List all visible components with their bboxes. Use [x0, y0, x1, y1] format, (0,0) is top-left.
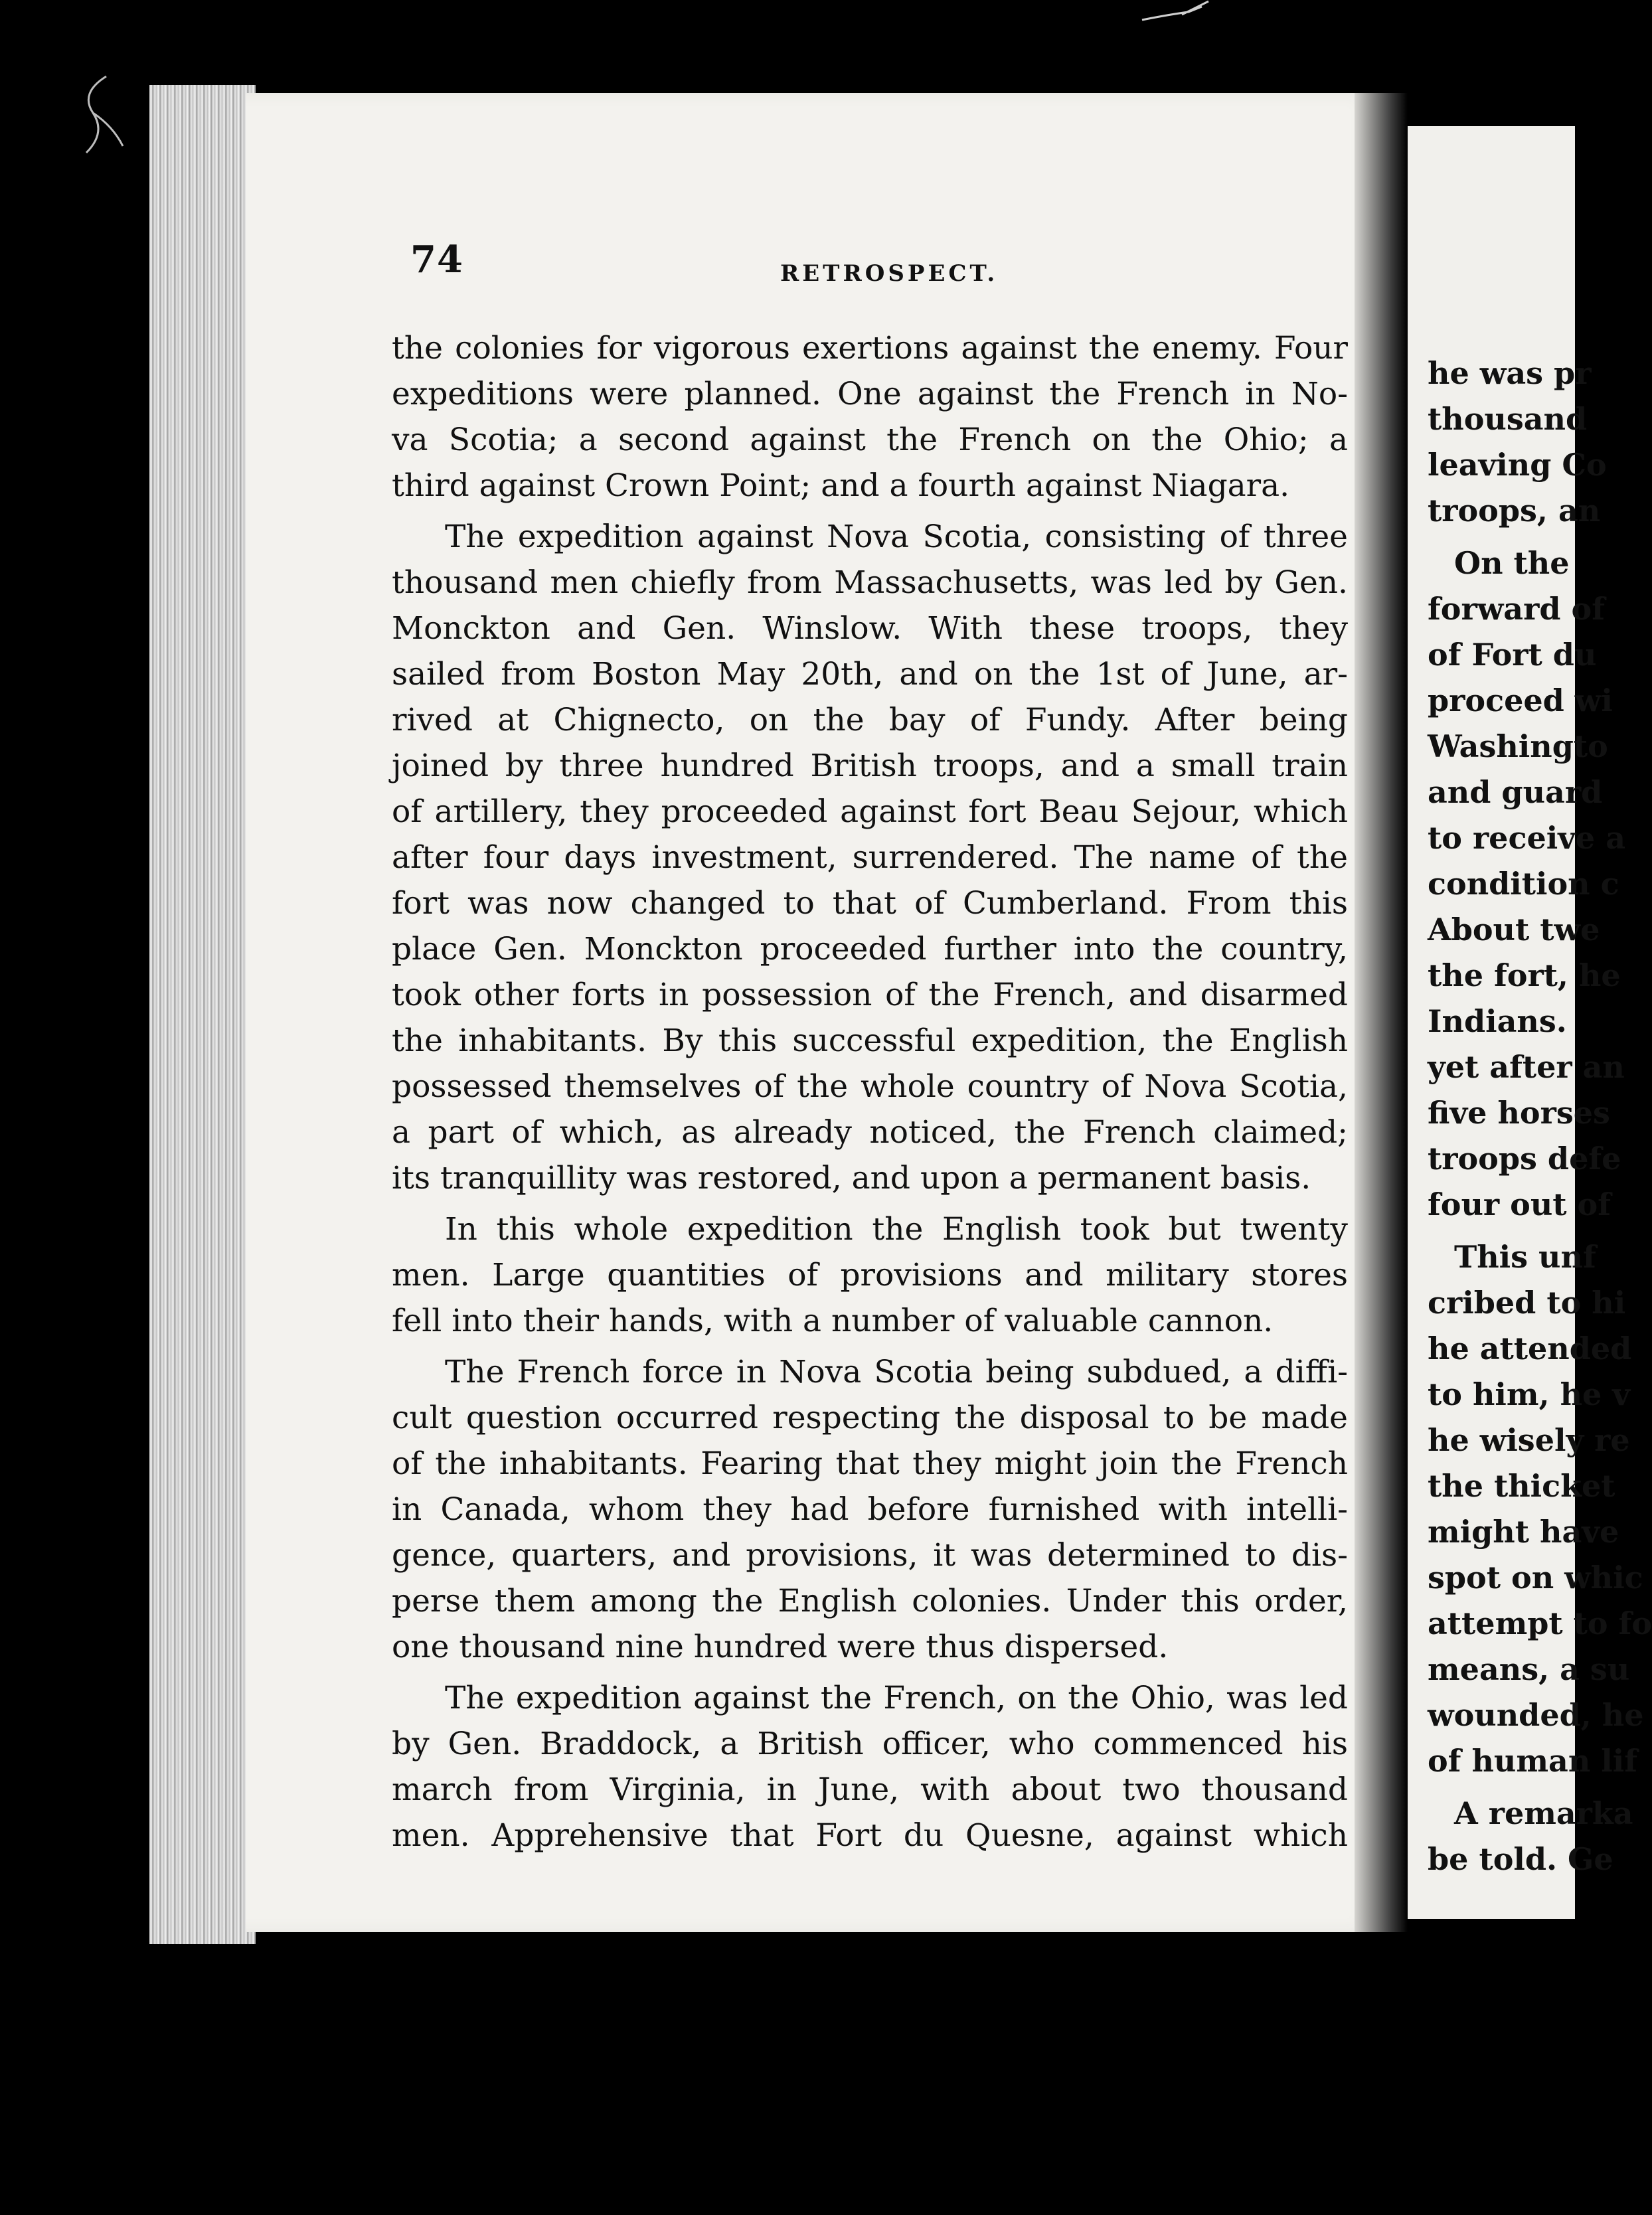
scan-curl-mark	[66, 73, 126, 166]
text-line: On the	[1454, 545, 1570, 581]
text-line: This unf	[1454, 1239, 1596, 1275]
text-line: fort was now changed to that of Cumberland. From this	[392, 885, 1348, 922]
scan-scratch-mark	[1142, 0, 1215, 27]
text-line: he wisely re	[1428, 1422, 1630, 1458]
text-line: sailed from Boston May 20th, and on the 1st of June, ar-	[392, 656, 1348, 693]
paragraph-gap	[392, 1344, 1348, 1349]
text-line: About twe	[1428, 912, 1600, 947]
text-line: condition c	[1428, 866, 1619, 902]
text-line: men. Large quantities of provisions and military stores	[392, 1257, 1348, 1293]
text-line: four out of	[1428, 1187, 1611, 1222]
text-line: the fort, he	[1428, 957, 1621, 993]
text-line: he was pr	[1428, 355, 1592, 391]
text-line: the inhabitants. By this successful expedition, the English	[392, 1023, 1348, 1059]
text-line: va Scotia; a second against the French on the Ohio; a	[392, 422, 1348, 458]
text-line: yet after an	[1428, 1049, 1625, 1085]
text-line: troops, an	[1428, 493, 1601, 529]
paragraph-gap	[392, 1201, 1348, 1206]
text-line: of Fort du	[1428, 637, 1597, 673]
text-line: to receive a	[1428, 820, 1626, 856]
text-line: joined by three hundred British troops, and a small train	[392, 748, 1348, 784]
text-line: rived at Chignecto, on the bay of Fundy. After being	[392, 702, 1348, 738]
text-line: he attended	[1428, 1331, 1632, 1366]
text-line: one thousand nine hundred were thus dispersed.	[392, 1629, 1169, 1665]
text-line: third against Crown Point; and a fourth against Niagara.	[392, 467, 1290, 504]
text-line: the colonies for vigorous exertions against the enemy. Four	[392, 330, 1348, 367]
text-line: means, a su	[1428, 1651, 1630, 1687]
text-line: by Gen. Braddock, a British officer, who commenced his	[392, 1726, 1348, 1762]
text-line: The French force in Nova Scotia being subdued, a diffi-	[445, 1354, 1348, 1390]
text-line: gence, quarters, and provisions, it was determined to dis-	[392, 1537, 1348, 1574]
page-edges	[149, 85, 256, 1944]
text-line: after four days investment, surrendered. The name of the	[392, 839, 1348, 876]
text-line: and guard	[1428, 774, 1603, 810]
text-line: leaving Co	[1428, 447, 1607, 483]
left-page-text	[392, 325, 1348, 1858]
text-line: proceed wi	[1428, 683, 1613, 718]
text-line: possessed themselves of the whole country of Nova Scotia,	[392, 1068, 1348, 1105]
text-line: of human lif	[1428, 1743, 1638, 1779]
text-line: in Canada, whom they had before furnished with intelli-	[392, 1491, 1348, 1528]
text-line: A remarka	[1454, 1795, 1633, 1831]
text-line: Washingto	[1428, 728, 1608, 764]
text-line: The expedition against the French, on the Ohio, was led	[445, 1680, 1348, 1716]
text-line: expeditions were planned. One against the French in No-	[392, 376, 1348, 412]
text-line: took other forts in possession of the French, and disarmed	[392, 977, 1348, 1013]
text-line: a part of which, as already noticed, the French claimed;	[392, 1114, 1348, 1151]
page-number: 74	[410, 238, 463, 282]
text-line: In this whole expedition the English took but twenty	[445, 1211, 1348, 1248]
text-line: march from Virginia, in June, with about two thousand	[392, 1771, 1348, 1808]
text-line: five horses	[1428, 1095, 1610, 1131]
text-line: forward of	[1428, 591, 1605, 627]
text-line: wounded, he	[1428, 1697, 1644, 1733]
text-line: cribed to hi	[1428, 1285, 1626, 1321]
text-line: of artillery, they proceeded against fort Beau Sejour, which	[392, 793, 1348, 830]
text-line: place Gen. Monckton proceeded further into the country,	[392, 931, 1348, 967]
text-line: perse them among the English colonies. Under this order,	[392, 1583, 1348, 1619]
text-line: The expedition against Nova Scotia, consisting of three	[445, 519, 1348, 555]
text-line: men. Apprehensive that Fort du Quesne, against which	[392, 1817, 1348, 1854]
text-line: the thicket	[1428, 1468, 1615, 1504]
paragraph-gap	[392, 509, 1348, 514]
text-line: of the inhabitants. Fearing that they might join the French	[392, 1445, 1348, 1482]
text-line: fell into their hands, with a number of valuable cannon.	[392, 1303, 1274, 1339]
text-line: spot on whic	[1428, 1560, 1643, 1596]
text-line: to him, he v	[1428, 1376, 1631, 1412]
text-line: attempt to fo	[1428, 1605, 1652, 1641]
text-line: Indians.	[1428, 1003, 1567, 1039]
text-line: Monckton and Gen. Winslow. With these troops, they	[392, 610, 1348, 647]
text-line: its tranquillity was restored, and upon a permanent basis.	[392, 1160, 1311, 1196]
text-line: might have	[1428, 1514, 1619, 1550]
paragraph-gap	[392, 1670, 1348, 1675]
right-page-text	[1428, 351, 1652, 1882]
text-line: troops defe	[1428, 1141, 1621, 1177]
running-head: RETROSPECT.	[780, 260, 999, 287]
text-line: thousand men chiefly from Massachusetts, was led by Gen.	[392, 564, 1348, 601]
text-line: be told. Ge	[1428, 1841, 1613, 1877]
text-line: thousand	[1428, 401, 1588, 437]
book-gutter	[1355, 93, 1408, 1932]
text-line: cult question occurred respecting the disposal to be made	[392, 1400, 1348, 1436]
